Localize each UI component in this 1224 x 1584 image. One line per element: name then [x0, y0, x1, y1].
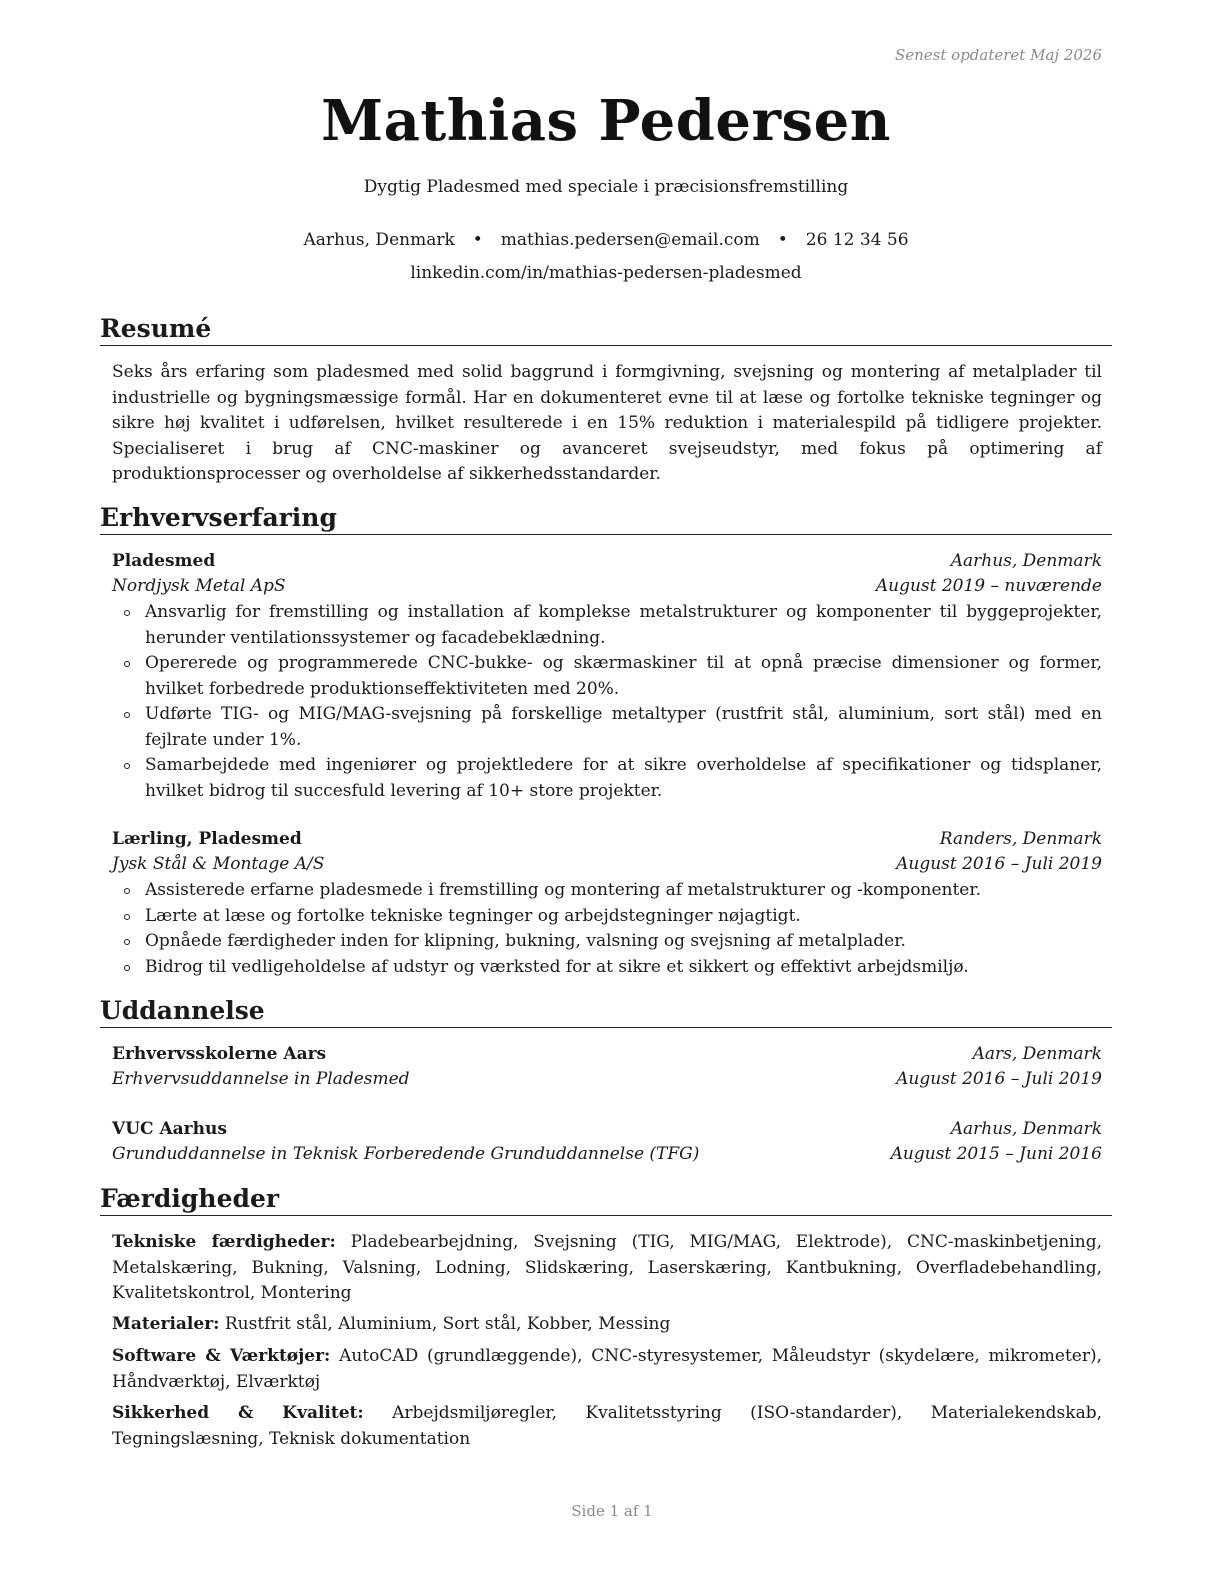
job-dates: August 2016 – Juli 2019 — [896, 854, 1102, 874]
school-name: Erhvervsskolerne Aars — [112, 1044, 327, 1064]
bullet-text: Bidrog til vedligeholdelse af udstyr og værksted for at sikre et sikkert og effektivt arbejdsmiljø. — [145, 956, 969, 977]
section-title-summary: Resumé — [100, 313, 1112, 346]
circle-bullet-icon — [124, 965, 130, 971]
job-company: Jysk Stål & Montage A/S — [112, 854, 325, 874]
school-name: VUC Aarhus — [112, 1119, 227, 1139]
list-item — [112, 600, 1102, 651]
linkedin-link[interactable]: linkedin.com/in/mathias-pedersen-pladesmed — [410, 263, 802, 283]
bullet-text: Samarbejdede med ingeniører og projektledere for at sikre overholdelse af specifikationer og tidsplaner, hvilket bidrog til succesfuld levering af 10+ store projekter. — [145, 755, 1102, 801]
job-role: Lærling, Pladesmed — [112, 829, 302, 849]
skill-group — [112, 1230, 1102, 1307]
bullet-text: Assisterede erfarne pladesmede i fremstilling og montering af metalstrukturer og -komponenter. — [145, 880, 982, 900]
skill-text: Rustfrit stål, Aluminium, Sort stål, Kobber, Messing — [224, 1314, 671, 1334]
list-item — [112, 651, 1102, 702]
list-item — [112, 878, 1102, 904]
degree: Erhvervsuddannelse in Pladesmed — [112, 1069, 410, 1089]
section-title-experience: Erhvervserfaring — [100, 502, 1112, 535]
job-dates: August 2019 – nuværende — [875, 576, 1102, 596]
job-subheader-row — [112, 574, 1102, 599]
resume-page — [100, 0, 1112, 1584]
skill-text: Arbejdsmiljøregler, Kvalitetsstyring (ISO-standarder), Materialekendskab, Tegningslæsning, Teknisk dokumentation — [112, 1403, 1103, 1449]
education-header-row — [112, 1117, 1102, 1142]
circle-bullet-icon — [124, 610, 130, 616]
circle-bullet-icon — [124, 661, 130, 667]
list-item — [112, 955, 1102, 981]
section-title-education: Uddannelse — [100, 995, 1112, 1028]
location: Aarhus, Denmark — [303, 230, 455, 250]
bullet-separator: • — [777, 230, 788, 250]
job-location: Randers, Denmark — [939, 829, 1102, 849]
skill-text: Pladebearbejdning, Svejsning (TIG, MIG/MAG, Elektrode), CNC-maskinbetjening, Metalskæring, Bukning, Valsning, Lodning, Slidskæring, Laserskæring, Kantbukning, Overfladebehandling, Kvalitetskontrol, Montering — [112, 1232, 1102, 1303]
tagline: Dygtig Pladesmed med speciale i præcisionsfremstilling — [363, 177, 849, 197]
job-subheader-row — [112, 852, 1102, 877]
education-dates: August 2015 – Juni 2016 — [890, 1144, 1102, 1164]
list-item — [112, 753, 1102, 804]
job-header-row — [112, 549, 1102, 574]
job-bullet-list — [112, 600, 1102, 804]
school-location: Aarhus, Denmark — [950, 1119, 1102, 1139]
education-subheader-row — [112, 1067, 1102, 1092]
candidate-name: Mathias Pedersen — [321, 88, 891, 154]
summary-text: Seks års erfaring som pladesmed med solid baggrund i formgivning, svejsning og montering af metalplader til industrielle og bygningsmæssige formål. Har en dokumenteret evne til at læse og fortolke tekniske tegninger og sikre høj kvalitet i udførelsen, hvilket resulterede i en 15% reduktion i materialespild på tidligere projekter. Specialiseret i brug af CNC-maskiner og avanceret svejseudstyr, med fokus på optimering af produktionsprocesser og overholdelse af sikkerhedsstandarder. — [112, 362, 1102, 484]
list-item — [112, 929, 1102, 955]
bullet-separator: • — [472, 230, 483, 250]
list-item — [112, 702, 1102, 753]
skill-group — [112, 1344, 1102, 1395]
skill-label: Sikkerhed & Kvalitet: — [112, 1403, 364, 1423]
job-company: Nordjysk Metal ApS — [112, 576, 286, 596]
circle-bullet-icon — [124, 712, 130, 718]
circle-bullet-icon — [124, 914, 130, 920]
job-bullet-list — [112, 878, 1102, 980]
last-updated: Senest opdateret Maj 2026 — [894, 46, 1102, 64]
circle-bullet-icon — [124, 888, 130, 894]
skill-group — [112, 1312, 1102, 1338]
skill-label: Tekniske færdigheder: — [112, 1232, 336, 1252]
school-location: Aars, Denmark — [972, 1044, 1102, 1064]
job-location: Aarhus, Denmark — [950, 551, 1102, 571]
bullet-text: Udførte TIG- og MIG/MAG-svejsning på forskellige metaltyper (rustfrit stål, aluminium, sort stål) med en fejlrate under 1%. — [145, 704, 1102, 750]
skill-label: Materialer: — [112, 1314, 220, 1334]
education-dates: August 2016 – Juli 2019 — [896, 1069, 1102, 1089]
skill-text: AutoCAD (grundlæggende), CNC-styresystemer, Måleudstyr (skydelære, mikrometer), Håndværktøj, Elværktøj — [112, 1346, 1103, 1392]
bullet-text: Opnåede færdigheder inden for klipning, bukning, valsning og svejsning af metalplader. — [145, 931, 906, 951]
skill-label: Software & Værktøjer: — [112, 1346, 331, 1366]
skill-group — [112, 1401, 1102, 1452]
circle-bullet-icon — [124, 763, 130, 769]
section-title-skills: Færdigheder — [100, 1183, 1112, 1216]
degree: Grunduddannelse in Teknisk Forberedende Grunduddannelse (TFG) — [112, 1144, 700, 1164]
bullet-text: Lærte at læse og fortolke tekniske tegninger og arbejdstegninger nøjagtigt. — [145, 905, 801, 926]
page-number: Side 1 af 1 — [571, 1502, 653, 1520]
email-link[interactable]: mathias.pedersen@email.com — [500, 230, 760, 250]
bullet-text: Ansvarlig for fremstilling og installation af komplekse metalstrukturer og komponenter til byggeprojekter, herunder ventilationssystemer og facadebeklædning. — [145, 602, 1102, 648]
education-header-row — [112, 1042, 1102, 1067]
circle-bullet-icon — [124, 939, 130, 945]
contact-line — [100, 229, 1112, 251]
job-role: Pladesmed — [112, 551, 216, 571]
education-subheader-row — [112, 1142, 1102, 1167]
list-item — [112, 904, 1102, 930]
bullet-text: Opererede og programmerede CNC-bukke- og skærmaskiner til at opnå præcise dimensioner og former, hvilket forbedrede produktionseffektiviteten med 20%. — [145, 653, 1102, 699]
phone-number: 26 12 34 56 — [805, 230, 909, 250]
job-header-row — [112, 827, 1102, 852]
